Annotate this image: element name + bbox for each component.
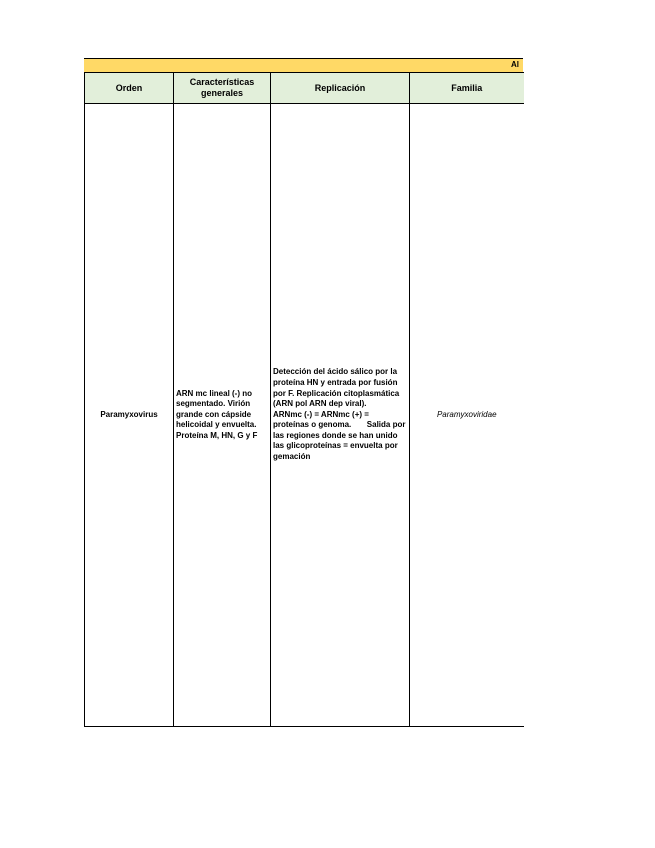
header-orden: Orden bbox=[85, 73, 174, 104]
table-row bbox=[85, 104, 524, 727]
cell-caracteristicas: ARN mc lineal (-) no segmentado. Virión grande con cápside helicoidal y envuelta. Proteína M, HN, G y F bbox=[174, 104, 271, 727]
header-caracteristicas: Características generales bbox=[174, 73, 271, 104]
cell-replicacion: Detección del ácido sálico por la proteína HN y entrada por fusión por F. Replicación citoplasmática (ARN pol ARN dep viral). ARNmc (-) = ARNmc (+) = proteínas o genoma. Salida por las regiones donde se han unido las glicoproteínas = envuelta por gemación bbox=[271, 104, 410, 727]
header-replicacion: Replicación bbox=[271, 73, 410, 104]
virus-table bbox=[84, 72, 524, 727]
header-familia: Familia bbox=[410, 73, 524, 104]
banner-text: Al bbox=[511, 60, 519, 69]
banner-row bbox=[84, 58, 523, 72]
cell-familia: Paramyxoviridae bbox=[410, 104, 524, 727]
cell-orden: Paramyxovirus bbox=[85, 104, 174, 727]
header-row bbox=[85, 73, 524, 104]
